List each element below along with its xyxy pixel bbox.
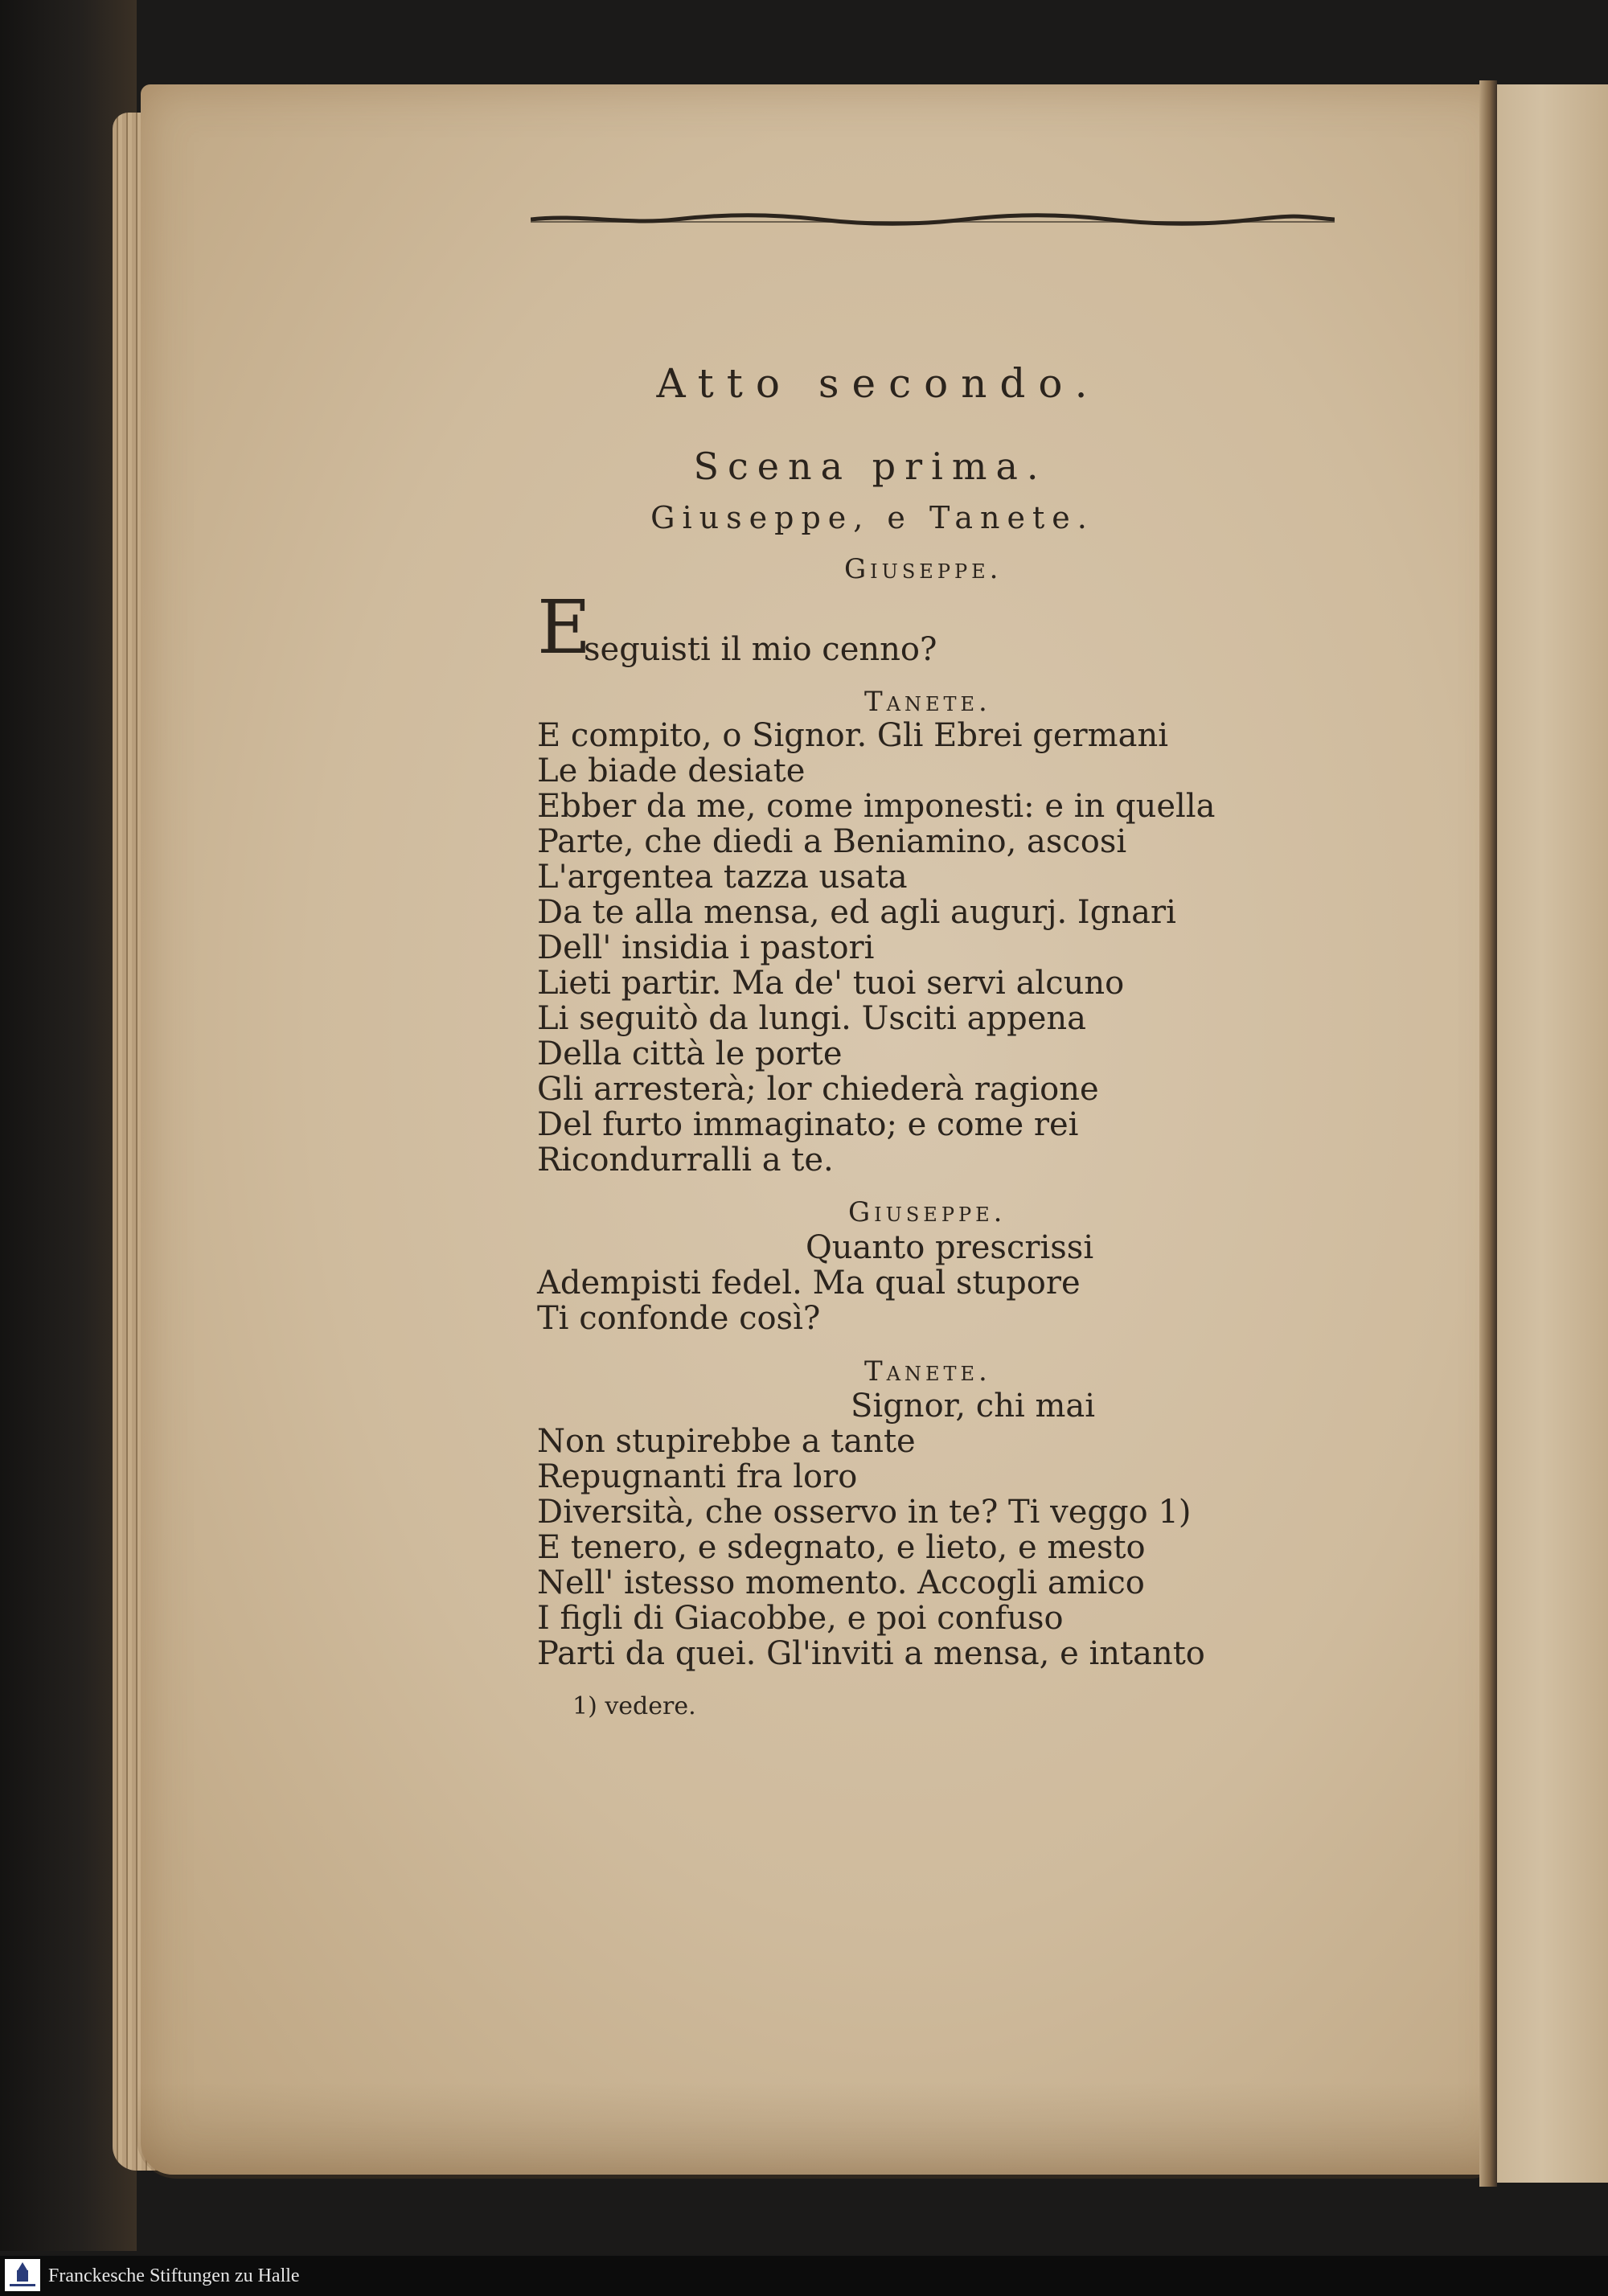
verse-line: Parti da quei. Gl'inviti a mensa, e intanto [537, 1635, 1205, 1672]
ornamental-rule [531, 207, 1335, 232]
speaker-giuseppe-2: Giuseppe. [848, 1196, 1007, 1228]
verse-line: Quanto prescrissi [806, 1229, 1094, 1266]
verse-line: Gli arresterà; lor chiederà ragione [537, 1071, 1099, 1108]
verse-line: Adempisti fedel. Ma qual stupore [537, 1265, 1081, 1302]
verse-line: Diversità, che osservo in te? Ti veggo 1) [537, 1494, 1192, 1531]
speech-tanete-1 [537, 718, 1215, 1178]
verse-line: Della città le porte [537, 1035, 843, 1072]
verse-line: Signor, chi mai [851, 1388, 1096, 1425]
speaker-tanete-2: Tanete. [864, 1355, 991, 1388]
verse-line: E compito, o Signor. Gli Ebrei germani [537, 717, 1168, 754]
verse-line: I figli di Giacobbe, e poi confuso [537, 1600, 1064, 1637]
verse-line: Ebber da me, come imponesti: e in quella [537, 788, 1216, 825]
verse-line: Lieti partir. Ma de' tuoi servi alcuno [537, 965, 1125, 1002]
institution-logo-icon [5, 2259, 40, 2291]
footer-institution: Franckesche Stiftungen zu Halle [48, 2265, 300, 2286]
verse-line: E tenero, e sdegnato, e lieto, e mesto [537, 1529, 1146, 1566]
verse-line: Repugnanti fra loro [537, 1458, 858, 1495]
verse-line: Le biade desiate [537, 752, 806, 789]
speaker-tanete: Tanete. [864, 686, 991, 718]
verse-line: Dell' insidia i pastori [537, 929, 875, 966]
scene-title: Scena prima. [693, 445, 1048, 488]
act-title: Atto secondo. [656, 360, 1101, 407]
verse-line: Ricondurralli a te. [537, 1142, 834, 1179]
drop-cap: E [537, 584, 592, 670]
page-bottom-edge [137, 2082, 1495, 2179]
speech-tanete-2 [537, 1388, 1205, 1671]
footnote: 1) vedere. [572, 1692, 696, 1720]
characters-line: Giuseppe, e Tanete. [650, 500, 1094, 535]
verse-line: Nell' istesso momento. Accogli amico [537, 1564, 1145, 1601]
verse-line: Parte, che diedi a Beniamino, ascosi [537, 823, 1127, 860]
verse-line: Non stupirebbe a tante [537, 1423, 916, 1460]
verse-line: Ti confonde così? [537, 1300, 821, 1337]
first-verse-text: seguisti il mio cenno? [584, 631, 937, 668]
speech-giuseppe [537, 1230, 1093, 1336]
verse-line: Da te alla mensa, ed agli augurj. Ignari [537, 894, 1176, 931]
verse-line: Del furto immaginato; e come rei [537, 1106, 1079, 1143]
verse-line: Li seguitò da lungi. Usciti appena [537, 1000, 1086, 1037]
verse-line: L'argentea tazza usata [537, 859, 908, 896]
speaker-giuseppe: Giuseppe. [844, 553, 1003, 585]
